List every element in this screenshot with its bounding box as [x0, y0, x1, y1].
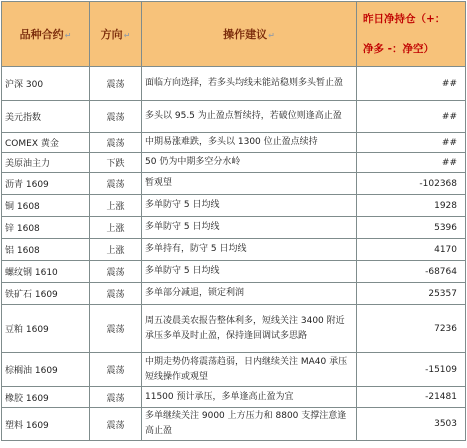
- table-row: [2, 195, 466, 217]
- row-position: -15109: [357, 353, 466, 387]
- row-position: ##: [357, 67, 466, 101]
- row-direction: 上涨: [90, 217, 142, 239]
- row-advice: 多单防守 5 日均线: [142, 217, 357, 239]
- row-advice: 周五凌晨美农报告整体利多，短线关注 3400 附近承压多单及时止盈，保持逢回调试多思路: [142, 305, 357, 353]
- row-advice: 多单持有，防守 5 日均线: [142, 239, 357, 261]
- row-product: 铜 1608: [2, 195, 90, 217]
- table-row: [2, 173, 466, 195]
- table-row: [2, 101, 466, 133]
- row-position: ##: [357, 153, 466, 173]
- row-position: 3503: [357, 408, 466, 441]
- row-advice: 暂观望: [142, 173, 357, 195]
- header-direction: 方向↵: [90, 2, 142, 67]
- row-position: -21481: [357, 387, 466, 408]
- row-product: 沥青 1609: [2, 173, 90, 195]
- strategy-table: [1, 1, 466, 441]
- row-direction: 震荡: [90, 133, 142, 153]
- row-position: ##: [357, 133, 466, 153]
- row-position: 4170: [357, 239, 466, 261]
- row-product: 塑料 1609: [2, 408, 90, 441]
- row-advice: 11500 预计承压，多单逢高止盈为宜: [142, 387, 357, 408]
- row-advice: 多单部分减退，锁定利润: [142, 283, 357, 305]
- table-row: [2, 133, 466, 153]
- row-direction: 震荡: [90, 67, 142, 101]
- table-body: [2, 67, 466, 441]
- row-advice: 中期走势仍将震荡趋弱，日内继续关注 MA40 承压短线操作或观望: [142, 353, 357, 387]
- row-position: -102368: [357, 173, 466, 195]
- table-row: [2, 67, 466, 101]
- table-row: [2, 305, 466, 353]
- row-advice: 多单防守 5 日均线: [142, 195, 357, 217]
- table-row: [2, 153, 466, 173]
- row-product: 棕榈油 1609: [2, 353, 90, 387]
- row-direction: 下跌: [90, 153, 142, 173]
- row-direction: 震荡: [90, 173, 142, 195]
- row-advice: 多头以 95.5 为止盈点暂续持，若破位则逢高止盈: [142, 101, 357, 133]
- row-direction: 上涨: [90, 239, 142, 261]
- header-position: 昨日净持仓（+： 净多 -：净空）: [357, 2, 466, 67]
- header-advice: 操作建议↵: [142, 2, 357, 67]
- row-direction: 上涨: [90, 195, 142, 217]
- row-direction: 震荡: [90, 101, 142, 133]
- row-product: 沪深 300: [2, 67, 90, 101]
- row-position: ##: [357, 101, 466, 133]
- row-direction: 震荡: [90, 283, 142, 305]
- row-direction: 震荡: [90, 261, 142, 283]
- table-row: [2, 387, 466, 408]
- row-product: 豆粕 1609: [2, 305, 90, 353]
- row-direction: 震荡: [90, 305, 142, 353]
- table-row: [2, 261, 466, 283]
- row-product: 橡胶 1609: [2, 387, 90, 408]
- table-header-row: [2, 2, 466, 67]
- row-product: 铁矿石 1609: [2, 283, 90, 305]
- header-product: 品种合约↵: [2, 2, 90, 67]
- row-position: 1928: [357, 195, 466, 217]
- row-product: 美原油主力: [2, 153, 90, 173]
- row-position: -68764: [357, 261, 466, 283]
- table-row: [2, 408, 466, 441]
- table-row: [2, 283, 466, 305]
- table-row: [2, 239, 466, 261]
- row-product: 美元指数: [2, 101, 90, 133]
- row-direction: 震荡: [90, 353, 142, 387]
- row-product: 螺纹钢 1610: [2, 261, 90, 283]
- row-position: 5396: [357, 217, 466, 239]
- row-advice: 50 仍为中期多空分水岭: [142, 153, 357, 173]
- row-position: 7236: [357, 305, 466, 353]
- row-advice: 中期易涨难跌，多头以 1300 位止盈点续持: [142, 133, 357, 153]
- row-advice: 多单继续关注 9000 上方压力和 8800 支撑注意逢高止盈: [142, 408, 357, 441]
- table-row: [2, 217, 466, 239]
- row-position: 25357: [357, 283, 466, 305]
- row-direction: 震荡: [90, 387, 142, 408]
- row-advice: 多单防守 5 日均线: [142, 261, 357, 283]
- row-product: 锌 1608: [2, 217, 90, 239]
- row-product: 铝 1608: [2, 239, 90, 261]
- row-product: COMEX 黄金: [2, 133, 90, 153]
- row-advice: 面临方向选择，若多头均线未能站稳则多头暂止盈: [142, 67, 357, 101]
- row-direction: 震荡: [90, 408, 142, 441]
- table-row: [2, 353, 466, 387]
